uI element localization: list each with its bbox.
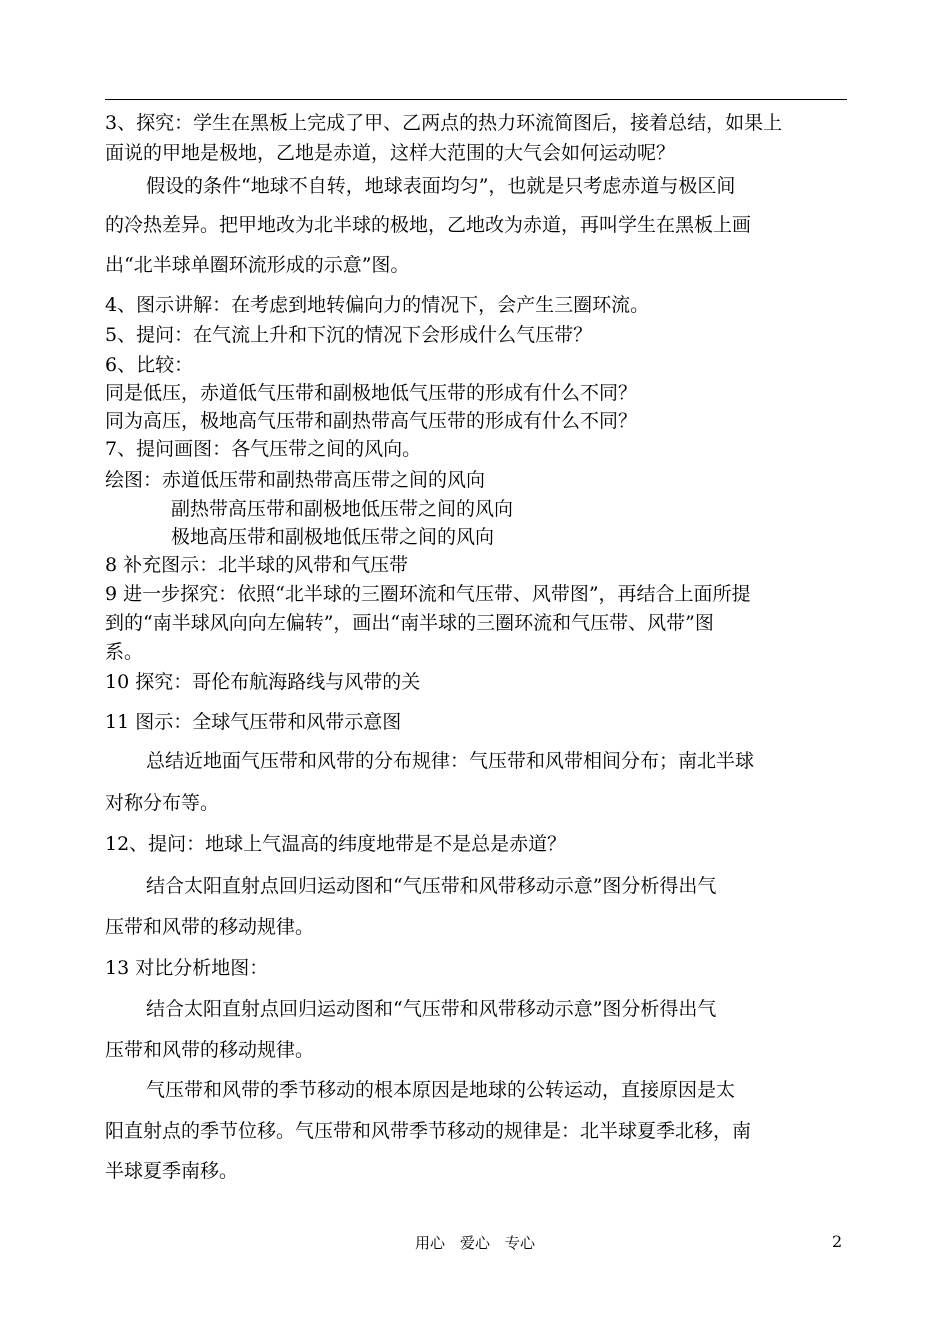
text-line: 结合太阳直射点回归运动图和“气压带和风带移动示意”图分析得出气 (146, 875, 717, 897)
text-line: 压带和风带的移动规律。 (105, 1039, 315, 1061)
text-line: 气压带和风带的季节移动的根本原因是地球的公转运动，直接原因是太 (146, 1079, 736, 1101)
text-line: 9 进一步探究：依照“北半球的三圈环流和气压带、风带图”，再结合上面所提 (105, 583, 751, 605)
text-line: 半球夏季南移。 (105, 1160, 239, 1182)
text-line: 13 对比分析地图： (105, 957, 269, 979)
text-line: 4、图示讲解：在考虑到地转偏向力的情况下，会产生三圈环流。 (105, 294, 650, 316)
text-line: 总结近地面气压带和风带的分布规律：气压带和风带相间分布；南北半球 (146, 750, 755, 772)
text-line: 假设的条件“地球不自转，地球表面均匀”，也就是只考虑赤道与极区间 (146, 175, 736, 197)
text-line: 8 补充图示：北半球的风带和气压带 (105, 554, 409, 576)
text-line: 7、提问画图：各气压带之间的风向。 (105, 438, 422, 460)
text-line: 面说的甲地是极地，乙地是赤道，这样大范围的大气会如何运动呢？ (105, 142, 676, 164)
text-line: 压带和风带的移动规律。 (105, 916, 315, 938)
text-line: 5、提问：在气流上升和下沉的情况下会形成什么气压带？ (105, 324, 593, 346)
text-line: 到的“南半球风向向左偏转”，画出“南半球的三圈环流和气压带、风带”图 (105, 612, 714, 634)
text-line: 10 探究：哥伦布航海路线与风带的关 (105, 671, 421, 693)
text-line: 对称分布等。 (105, 792, 220, 814)
text-line: 系。 (105, 641, 144, 663)
text-line: 极地高压带和副极地低压带之间的风向 (171, 526, 495, 548)
text-line: 结合太阳直射点回归运动图和“气压带和风带移动示意”图分析得出气 (146, 998, 717, 1020)
page-footer: 用心 爱心 专心 (414, 1234, 535, 1252)
text-line: 11 图示：全球气压带和风带示意图 (105, 711, 402, 733)
text-line: 同是低压，赤道低气压带和副极地低气压带的形成有什么不同？ (105, 382, 638, 404)
text-line: 3、探究：学生在黑板上完成了甲、乙两点的热力环流简图后，接着总结，如果上 (105, 112, 783, 134)
text-line: 绘图：赤道低压带和副热带高压带之间的风向 (105, 469, 486, 491)
text-line: 出“北半球单圈环流形成的示意”图。 (105, 254, 410, 276)
text-line: 6、比较： (105, 354, 194, 376)
text-line: 同为高压，极地高气压带和副热带高气压带的形成有什么不同？ (105, 410, 638, 432)
text-line: 副热带高压带和副极地低压带之间的风向 (171, 498, 514, 520)
text-line: 12、提问：地球上气温高的纬度地带是不是总是赤道？ (105, 833, 567, 855)
page-number: 2 (832, 1232, 843, 1251)
text-line: 阳直射点的季节位移。气压带和风带季节移动的规律是：北半球夏季北移，南 (105, 1120, 752, 1142)
text-line: 的冷热差异。把甲地改为北半球的极地，乙地改为赤道，再叫学生在黑板上画 (105, 214, 752, 236)
header-rule (105, 99, 847, 100)
